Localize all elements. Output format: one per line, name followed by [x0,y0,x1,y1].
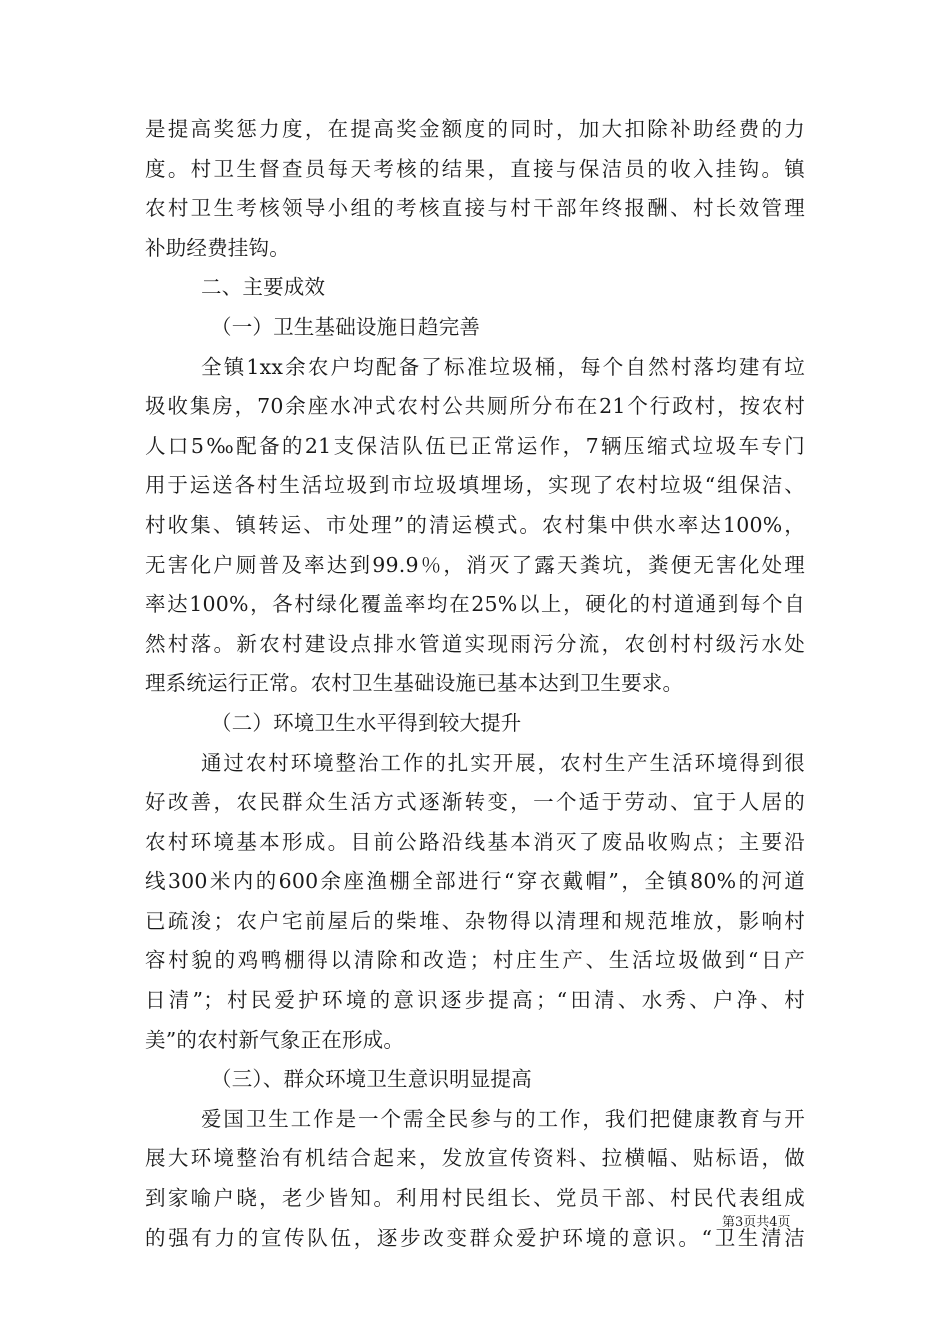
text-line: 爱国卫生工作是一个需全民参与的工作，我们把健康教育与开 [201,1106,805,1131]
text-line: 无害化户厕普及率达到99.9％，消灭了露天粪坑，粪便无害化处理 [145,552,805,577]
section-heading: （三）、群众环境卫生意识明显提高 [211,1067,532,1092]
text-line: 率达100%，各村绿化覆盖率均在25%以上，硬化的村道通到每个自 [145,592,805,617]
section-heading: （一）卫生基础设施日趋完善 [211,314,481,339]
section-heading: （二）环境卫生水平得到较大提升 [211,710,522,735]
text-line: 然村落。新农村建设点排水管道实现雨污分流，农创村村级污水处 [145,631,805,656]
section-heading: 二、主要成效 [201,275,326,300]
text-line: 农村卫生考核领导小组的考核直接与村干部年终报酬、村长效管理 [145,196,805,221]
text-line: 是提高奖惩力度，在提高奖金额度的同时，加大扣除补助经费的力 [145,117,805,141]
text-line: 补助经费挂钩。 [145,235,290,260]
text-line: 度。村卫生督查员每天考核的结果，直接与保洁员的收入挂钩。镇 [145,156,805,181]
text-line: 线300米内的600余座渔棚全部进行“穿衣戴帽”，全镇80%的河道 [145,869,805,894]
text-line: 的强有力的宣传队伍，逐步改变群众爱护环境的意识。“卫生清洁 [145,1225,805,1250]
text-line: 好改善，农民群众生活方式逐渐转变，一个适于劳动、宜于人居的 [145,790,805,815]
document-body [145,110,805,1258]
text-line: 全镇1xx余农户均配备了标准垃圾桶，每个自然村落均建有垃 [201,354,805,379]
text-line: 村收集、镇转运、市处理”的清运模式。农村集中供水率达100%， [145,512,805,537]
text-line: 日清”；村民爱护环境的意识逐步提高；“田清、水秀、户净、村 [145,988,805,1013]
text-line: 已疏浚；农户宅前屋后的柴堆、杂物得以清理和规范堆放，影响村 [145,908,805,933]
text-line: 通过农村环境整治工作的扎实开展，农村生产生活环境得到很 [201,750,805,775]
text-line: 用于运送各村生活垃圾到市垃圾填埋场，实现了农村垃圾“组保洁、 [145,473,805,498]
text-line: 展大环境整治有机结合起来，发放宣传资料、拉横幅、贴标语，做 [145,1146,805,1171]
text-line: 理系统运行正常。农村卫生基础设施已基本达到卫生要求。 [145,671,684,696]
text-line: 到家喻户晓，老少皆知。利用村民组长、党员干部、村民代表组成 [145,1186,805,1211]
page-number: 第3页共4页 [722,1215,791,1230]
text-line: 农村环境基本形成。目前公路沿线基本消灭了废品收购点；主要沿 [145,829,805,854]
text-line: 圾收集房，70余座水冲式农村公共厕所分布在21个行政村，按农村 [145,394,805,419]
text-line: 人口5‰配备的21支保洁队伍已正常运作，7辆压缩式垃圾车专门 [145,433,805,458]
text-line: 容村貌的鸡鸭棚得以清除和改造；村庄生产、生活垃圾做到“日产 [145,948,805,973]
text-line: 美”的农村新气象正在形成。 [145,1027,405,1052]
